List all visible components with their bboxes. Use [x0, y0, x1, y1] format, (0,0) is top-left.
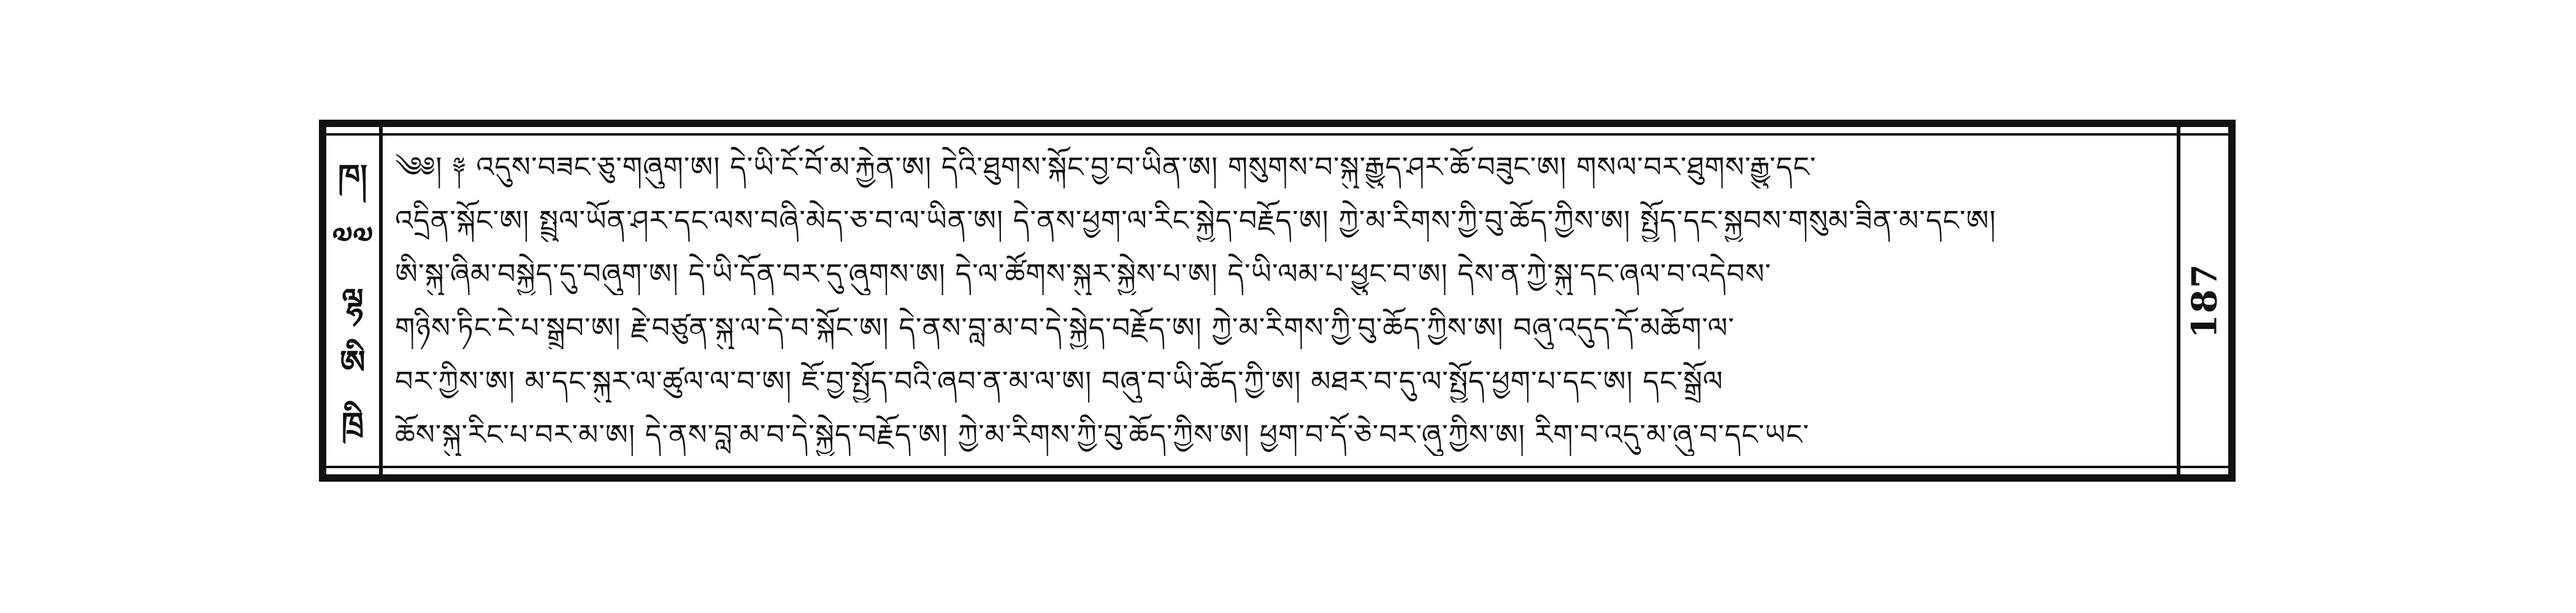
text-line: འདྲིན་སྐོང་ཨ། སྤྲུལ་ཡོན་ཤར་དང་ལས་བཞི་མེད་ཅ་བ་ལ་ཡིན་ཨ། དེ་ནས་ཕྱག་ལ་རིང་སྐྱེད་བརྗོད་ཨ། ཀྱེ་མ་རིགས་ཀྱི་བུ་ཆོད་ཀྱིས་ཨ། སྤྱོད་དང་སྐྱབས་གསུམ་ཟིན་མ་དང་ཨ། — [395, 204, 1996, 237]
page-number: 187 — [2184, 263, 2225, 339]
left-margin-column — [326, 127, 383, 474]
folio-text-block — [395, 145, 2169, 456]
left-margin-label: ལྷ — [342, 282, 364, 319]
top-inner-rule — [326, 133, 2228, 136]
text-line: བར་ཀྱིས་ཨ། མ་དང་སྐུར་ལ་ཚུལ་ལ་བ་ཨ། ཇོ་བྱ་སྤྱོད་བའི་ཞབ་ན་མ་ལ་ཨ། བཞུ་བ་ཡི་ཆོད་ཀྱི་ཨ། མཐར་བ་དུ་ལ་སྤྱོད་ཕྱག་པ་དང་ཨ། དང་སྒྲོལ — [395, 364, 1723, 398]
text-line: ཆོས་སྐུ་རིང་པ་བར་མ་ཨ། དེ་ནས་བླ་མ་བ་དེ་སྐྱེད་བརྗོད་ཨ། ཀྱེ་མ་རིགས་ཀྱི་བུ་ཆོད་ཀྱིས་ཨ། ཕྱག་བ་དོ་ཅེ་བར་ཞུ་ཀྱིས་ཨ། རིག་བ་འདུ་མ་ཞུ་བ་དང་ཡང་ — [395, 417, 1810, 451]
left-margin-label: ཁ། — [338, 158, 367, 195]
text-line: ཨི་སྐུ་ཞིམ་བསྐྱེད་དུ་བཞུག་ཨ། དེ་ཡི་དོན་བར་དུ་ཞུགས་ཨ། དེ་ལ་ཚོགས་སྐུར་སྐྱེས་པ་ཨ། དེ་ཡི་ལམ་པ་ཕྱུང་བ་ཨ། དེས་ན་ཀྱེ་སྐུ་དང་ཞལ་བ་འདེབས་ — [395, 257, 1772, 291]
left-margin-label: ༧༧ — [332, 220, 374, 257]
bottom-inner-rule — [326, 466, 2228, 468]
text-line: གཉིས་ཏིང་ངེ་པ་སྒྲུབ་ཨ། རྗེ་བཙུན་སྐུ་ལ་དེ་བ་སྐོང་ཨ། དེ་ནས་བླ་མ་བ་དེ་སྐྱེད་བརྗོད་ཨ། ཀྱེ་མ་རིགས་ཀྱི་བུ་ཆོད་ཀྱིས་ཨ། བཞུ་འདུད་དོ་མཆོག་ལ་ — [395, 310, 1735, 344]
right-margin-column — [2177, 127, 2228, 474]
left-margin-label: ཨི — [340, 344, 366, 382]
text-line: ༄༅། ༈ འདུས་བཟང་ཅུ་གཞུག་ཨ། དེ་ཡི་ངོ་བོ་མ་རྐྱེན་ཨ། དེའི་ཐུགས་སྐོང་བྱ་བ་ཡིན་ཨ། གསུགས་བ་སྐུ་རྒྱུད་ཤར་ཆོ་བཟུང་ཨ། གསལ་བར་ཐུགས་རྒྱུ་དང་ — [395, 150, 1817, 183]
tibetan-folio-page — [319, 120, 2236, 482]
left-margin-label: ཁྲི — [341, 406, 364, 444]
